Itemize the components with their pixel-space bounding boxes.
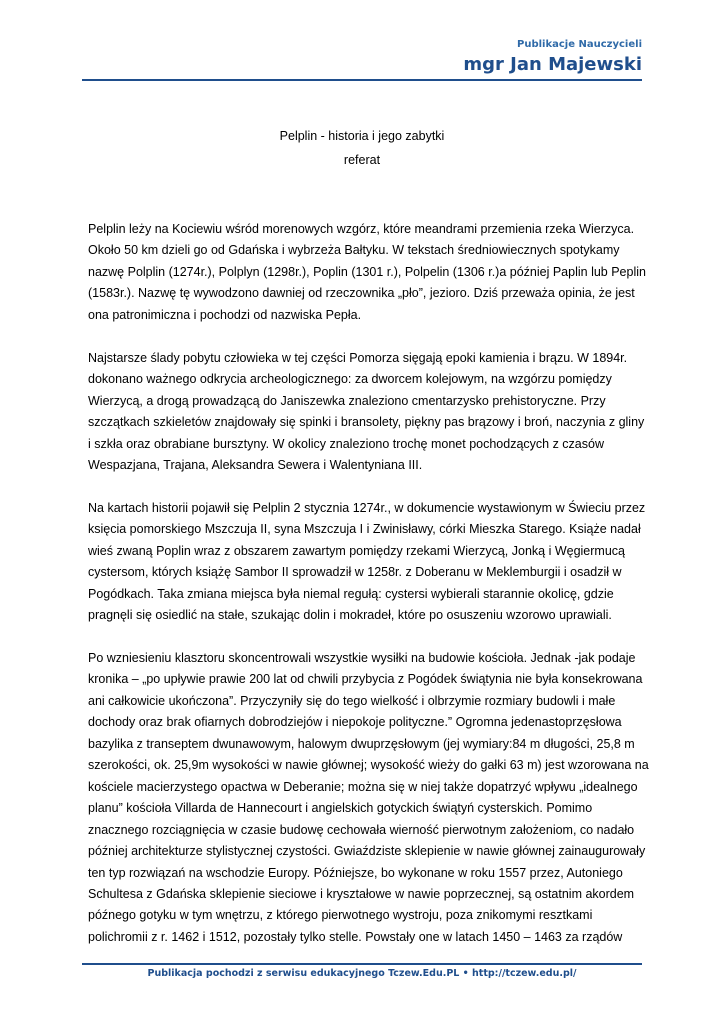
footer-divider [82,963,642,965]
header-publication-label: Publikacje Nauczycieli [517,39,642,50]
page-footer: Publikacja pochodzi z serwisu edukacyjnego Tczew.Edu.PL • http://tczew.edu.pl/ [147,968,577,979]
paragraph: Najstarsze ślady pobytu człowieka w tej części Pomorza sięgają epoki kamienia i brązu. W 1894r. dokonano ważnego odkrycia archeologicznego: za dworcem kolejowym, na wzgórzu pomiędzy Wierzycą, a drogą prowadzącą do Janiszewka znaleziono cmentarzysko prehistoryczne. Przy szczątkach szkieletów znajdowały się spinki i bransolety, piękny pas brązowy i broń, naczynia z gliny i szkła oraz obrabiane bursztyny. W okolicy znaleziono trochę monet pochodzących z czasów Wespazjana, Trajana, Aleksandra Sewera i Walentyniana III. [88,350,645,472]
header-author-name: mgr Jan Majewski [463,54,642,75]
header-divider [82,79,642,81]
page-header [463,38,642,76]
document-body [88,219,650,970]
paragraph: Na kartach historii pojawił się Pelplin 2 stycznia 1274r., w dokumencie wystawionym w Świeciu przez księcia pomorskiego Mszczuja II, syna Mszczuja I i Zwinisławy, córki Mieszka Starego. Książe nadał wieś zwaną Poplin wraz z obszarem zawartym pomiędzy rzekami Wierzycą, Jonką i Węgiermucą cystersom, których książę Sambor II sprowadził w 1258r. z Doberanu w Meklemburgii i osadził w Pogódkach. Taka zmiana miejsca była niemal regułą: cystersi wybierali starannie okolicę, gdzie pragnęli się osiedlić na stałe, szukając dolin i mokradeł, które po osuszeniu wzorowo uprawiali. [88,500,646,623]
document-subtitle: referat [343,153,381,167]
document-title-block [82,124,642,172]
document-title: Pelplin - historia i jego zabytki [279,129,445,143]
paragraph: Pelplin leży na Kociewiu wśród morenowych wzgórz, które meandrami przemienia rzeka Wierzyca. Około 50 km dzieli go od Gdańska i wybrzeża Bałtyku. W tekstach średniowiecznych spotykamy nazwę Polplin (1274r.), Polplyn (1298r.), Poplin (1301 r.), Polpelin (1306 r.)a później Paplin lub Peplin (1583r.). Nazwę tę wywodzono dawniej od rzeczownika „pło”, jezioro. Dziś przeważa opinia, że jest ona patronimiczna i pochodzi od nazwiska Pepła. [88,222,646,322]
paragraph: Po wzniesieniu klasztoru skoncentrowali wszystkie wysiłki na budowie kościoła. Jednak -jak podaje kronika – „po upływie prawie 200 lat od chwili przybycia z Pogódek świątynia nie była konsekrowana ani całkowicie ukończona”. Przyczyniły się do tego wielkość i olbrzymie rozmiary budowli i małe dochody oraz brak ofiarnych dobrodziejów i niepokoje polityczne.” Ogromna jedenastoprzęsłowa bazylika z transeptem dwunawowym, halowym dwuprzęsłowym (jej wymiary:84 m długości, 25,8 m szerokości, ok. 25,9m wysokości w nawie głównej; wysokość wieży do gałki 63 m) jest wzorowana na kościele macierzystego opactwa w Deberanie; można się w niej także dopatrzyć wpływu „idealnego planu” kościoła Villarda de Hannecourt i angielskich gotyckich świątyń cysterskich. Pomimo znacznego rozciągnięcia w czasie budowę cechowała wierność pierwotnym założeniom, co nadało później architekturze stylistycznej czystości. Gwiaździste sklepienie w nawie głównej zainaugurowały ten typ rozwiązań na wschodzie Europy. Późniejsze, bo wykonane w roku 1557 przez, Autoniego Schultesa z Gdańska sklepienie sieciowe i kryształowe w nawie poprzecznej, są ostatnim akordem późnego gotyku w tym wnętrzu, z którego pierwotnego wystroju, poza znikomymi resztkami polichromii z r. 1462 i 1512, pozostały tylko stelle. Powstały one w latach 1450 – 1463 za rządów [88,651,649,944]
